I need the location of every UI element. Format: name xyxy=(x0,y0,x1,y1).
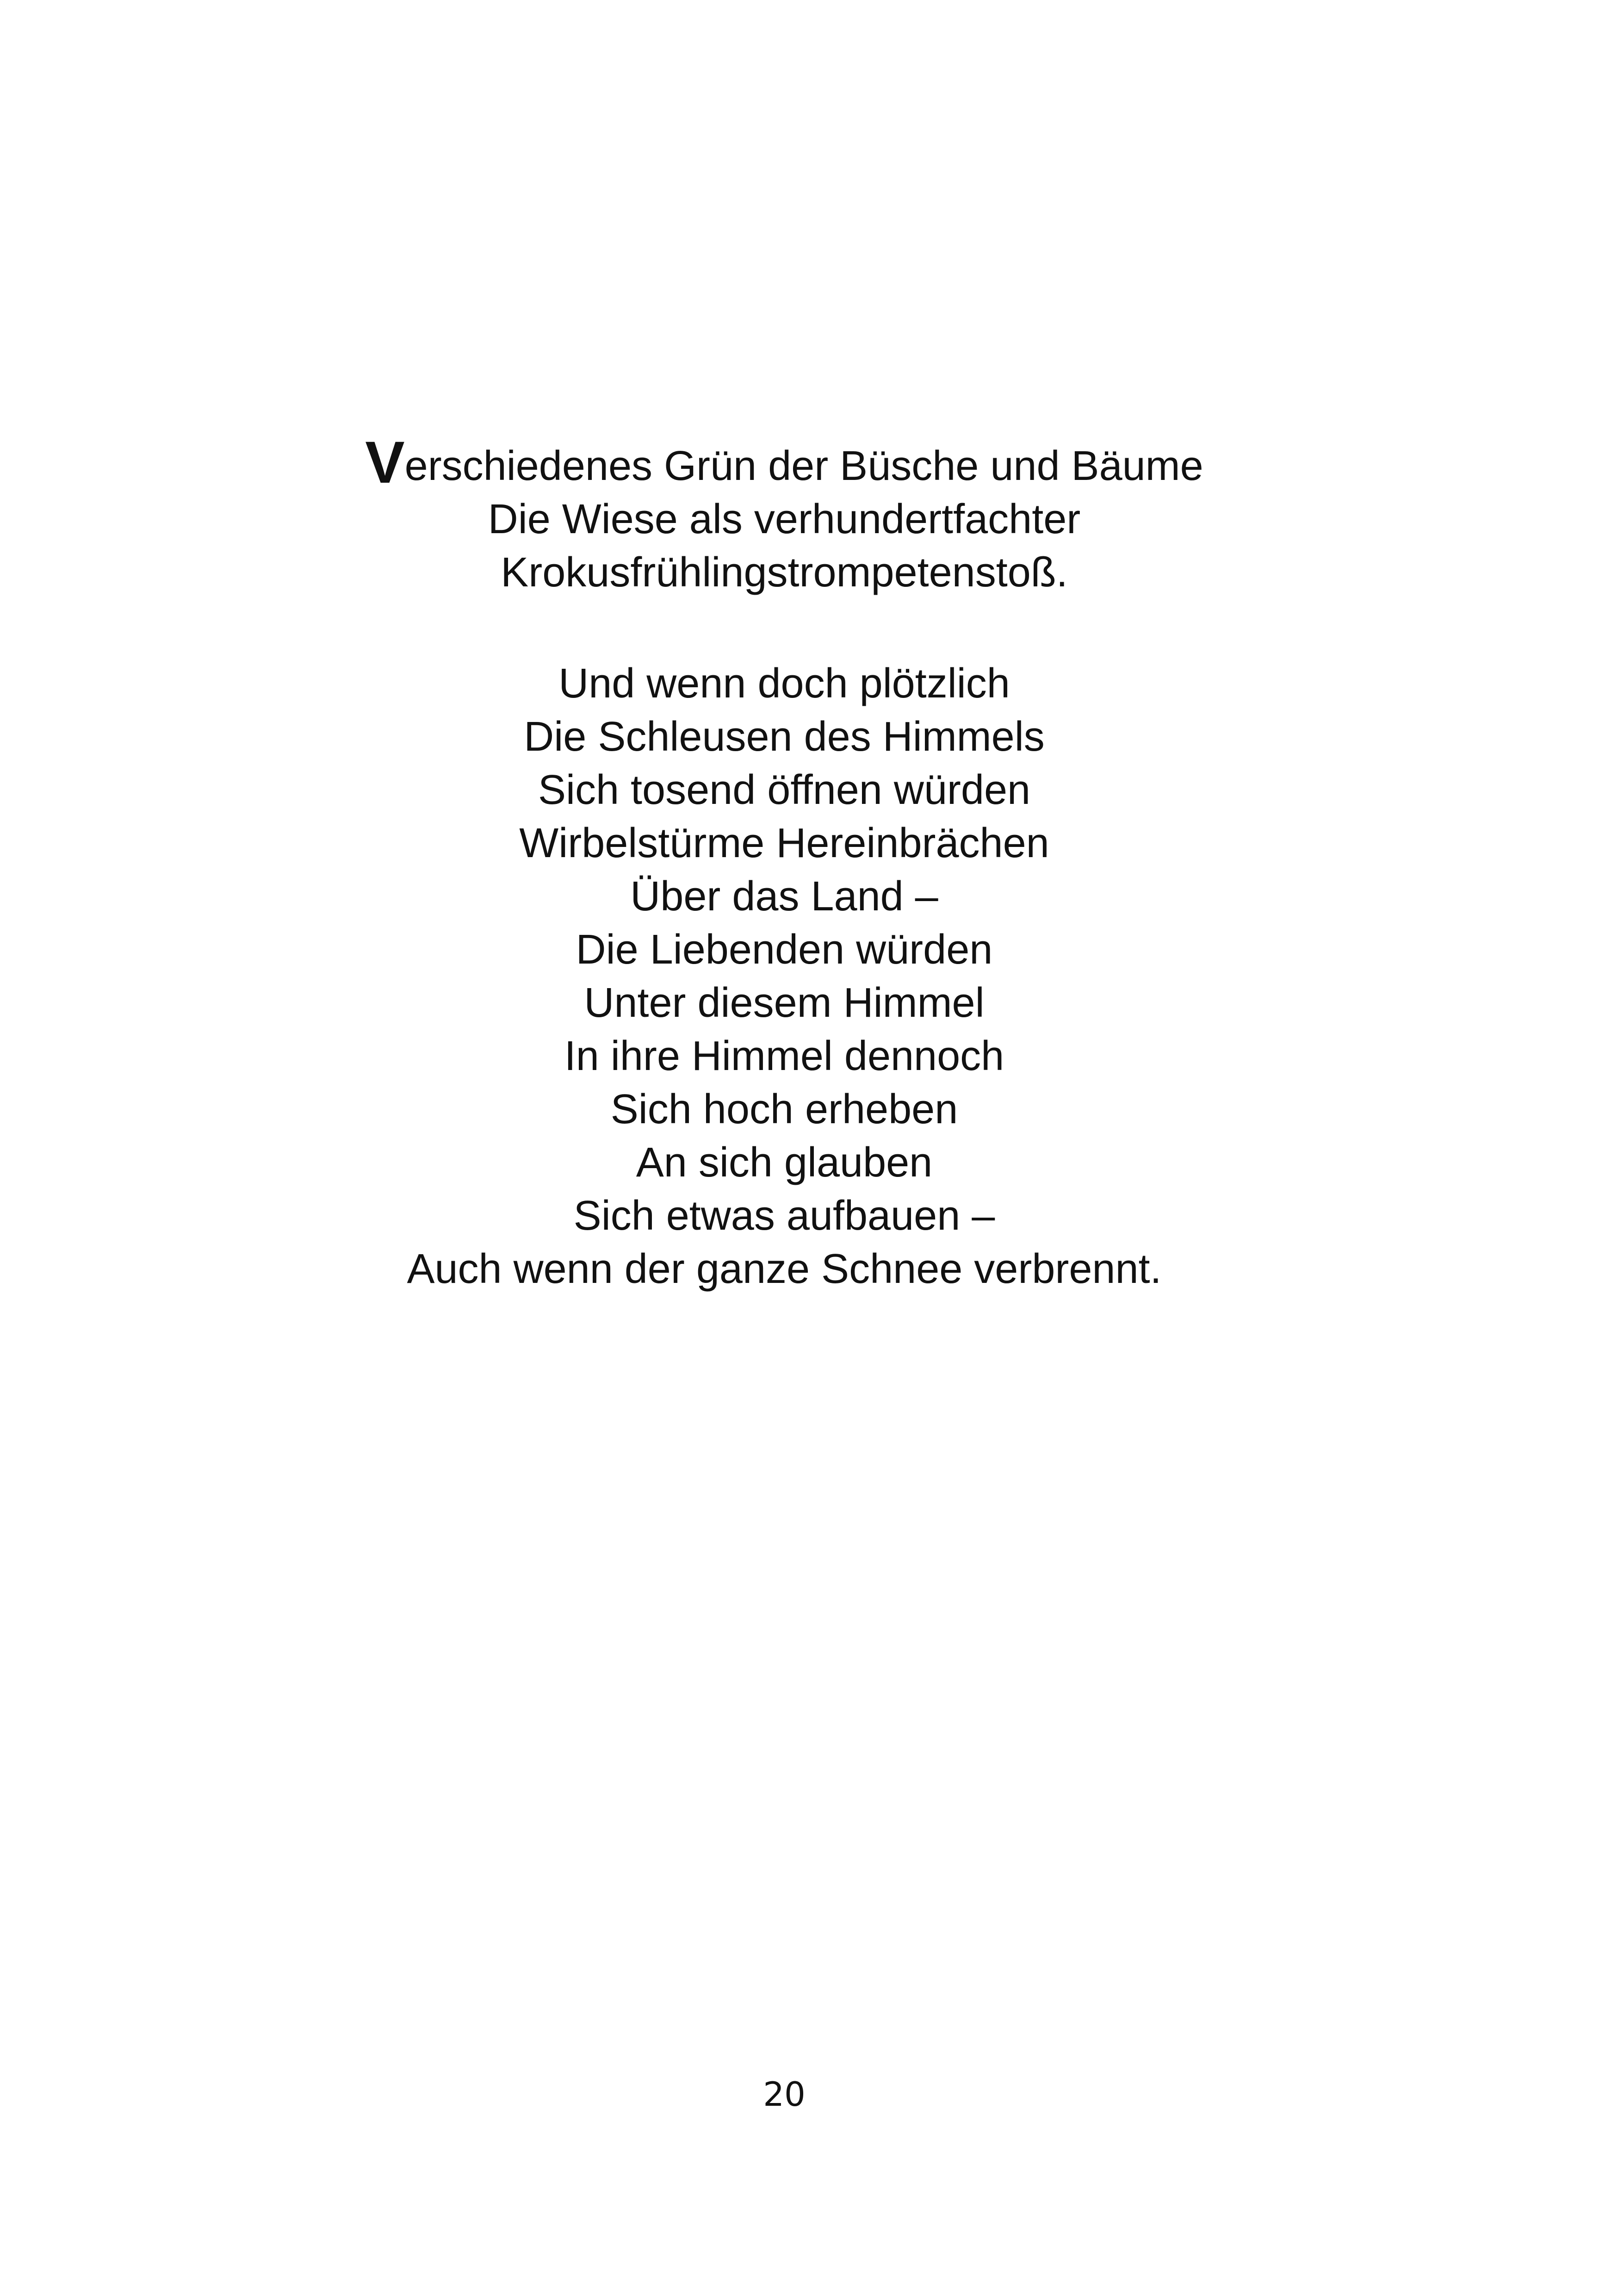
poem-line: Wirbelstürme Hereinbrächen xyxy=(519,820,1049,866)
poem-line: Über das Land – xyxy=(630,873,938,920)
poem-line: In ihre Himmel dennoch xyxy=(564,1033,1004,1079)
drop-cap-initial: V xyxy=(365,429,405,496)
poem-line: Die Liebenden würden xyxy=(576,927,993,973)
poem-line-1 xyxy=(0,429,1568,496)
poem-line: Unter diesem Himmel xyxy=(584,980,985,1026)
poem-stanza-2 xyxy=(0,657,1568,1296)
poem-stanza-1 xyxy=(0,429,1568,599)
poem-line: Sich tosend öffnen würden xyxy=(538,767,1031,813)
poem-line: Auch wenn der ganze Schnee verbrennt. xyxy=(407,1246,1162,1292)
poem-line: Und wenn doch plötzlich xyxy=(558,660,1010,707)
poem-line: Krokusfrühlingstrompetenstoß. xyxy=(501,549,1068,596)
page-number: 20 xyxy=(763,2075,806,2114)
first-line-text: erschiedenes Grün der Büsche und Bäume xyxy=(404,443,1203,489)
poem-line: Sich etwas aufbauen – xyxy=(573,1193,995,1239)
poem-line: Die Wiese als verhundertfachter xyxy=(488,496,1081,542)
poem-line: Die Schleusen des Himmels xyxy=(524,714,1045,760)
poem-line: Sich hoch erheben xyxy=(610,1086,958,1132)
poem-line: An sich glauben xyxy=(636,1139,933,1186)
